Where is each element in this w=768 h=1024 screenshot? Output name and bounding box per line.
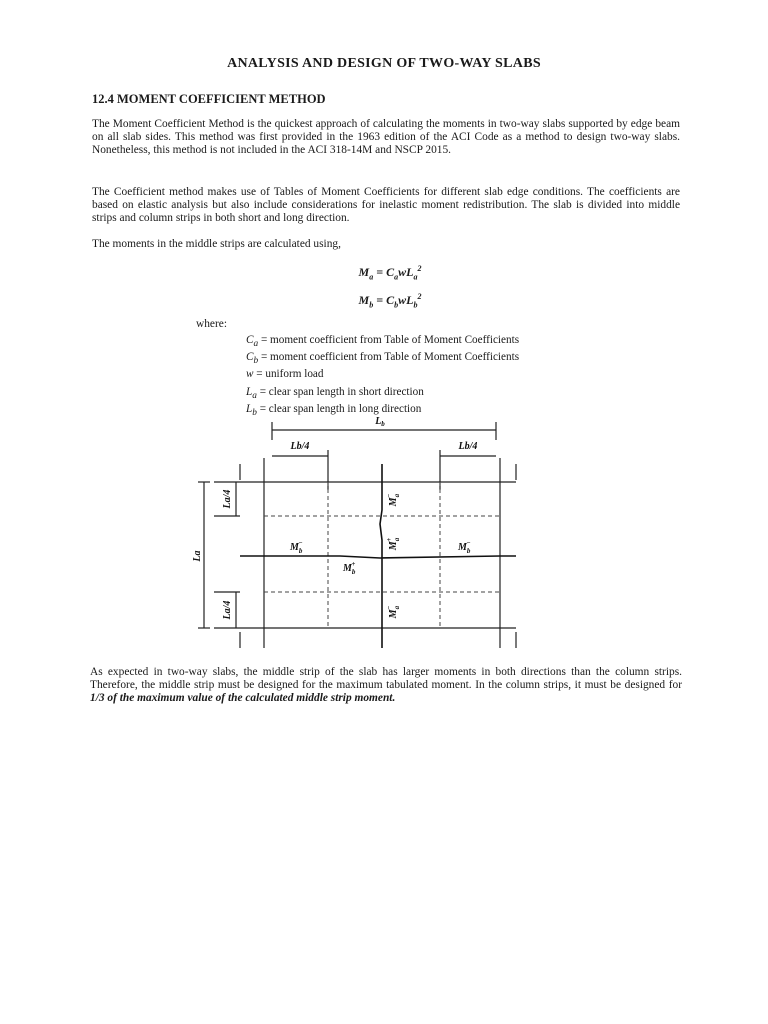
- paragraph-intro: The Moment Coefficient Method is the quickest approach of calculating the moments in two-way slabs supported by edge beam on all slab sides. This method was first provided in the 1963 edition of the ACI Code as a method to design two-way slabs. Nonetheless, this method is not included in the ACI 318-14M and NSCP 2015.: [92, 118, 680, 157]
- label-ma-neg-top: $M_a-$: [385, 493, 401, 507]
- page-title: ANALYSIS AND DESIGN OF TWO-WAY SLABS: [227, 56, 541, 71]
- definition-item: $L_a$ = clear span length in short direction: [246, 385, 424, 401]
- label-mb-neg-left: $M_b-$: [290, 539, 303, 555]
- label-mb-pos: $M_b+$: [343, 560, 356, 576]
- definition-item: w = uniform load: [246, 368, 324, 381]
- section-heading: 12.4 MOMENT COEFFICIENT METHOD: [92, 92, 326, 106]
- formula-ma: $M_a = C_awL_a^2$: [358, 264, 422, 282]
- slab-strip-diagram: [0, 400, 768, 660]
- emphasis-text: 1/3 of the maximum value of the calculated middle strip moment.: [90, 692, 396, 705]
- label-la: La: [192, 550, 203, 562]
- label-lb: $L_b$: [375, 416, 385, 428]
- label-lb4-right: Lb/4: [458, 441, 478, 452]
- label-mb-neg-right: $M_b-$: [458, 539, 471, 555]
- short-direction-moment-line: [380, 464, 382, 648]
- definition-item: $C_b$ = moment coefficient from Table of Moment Coefficients: [246, 351, 520, 367]
- label-lb4-left: Lb/4: [290, 441, 310, 452]
- where-label: where:: [196, 318, 227, 330]
- paragraph-design-note: As expected in two-way slabs, the middle strip of the slab has larger moments in both directions than the column strips. Therefore, the middle strip must be designed for the maximum tabulated moment. In the column strips, it must be designed for 1/3 of the maximum value of the calculated middle strip moment.: [90, 666, 682, 705]
- paragraph-coefficients: The Coefficient method makes use of Tables of Moment Coefficients for different slab edge conditions. The coefficients are based on elastic analysis but also include considerations for inelastic moment redistribution. The slab is divided into middle strips and column strips in both short and long direction.: [92, 186, 680, 225]
- long-direction-moment-line: [240, 556, 516, 558]
- label-ma-pos: $M_a+$: [385, 537, 401, 551]
- label-ma-neg-bottom: $M_a-$: [385, 605, 401, 619]
- label-la4-bottom: La/4: [222, 600, 233, 620]
- definition-item: $C_a$ = moment coefficient from Table of Moment Coefficients: [246, 334, 520, 350]
- label-la4-top: La/4: [222, 489, 233, 509]
- paragraph-middle-strips: The moments in the middle strips are calculated using,: [92, 238, 341, 250]
- formula-mb: $M_b = C_bwL_b^2$: [358, 292, 422, 310]
- definition-item: $L_b$ = clear span length in long direction: [246, 402, 422, 419]
